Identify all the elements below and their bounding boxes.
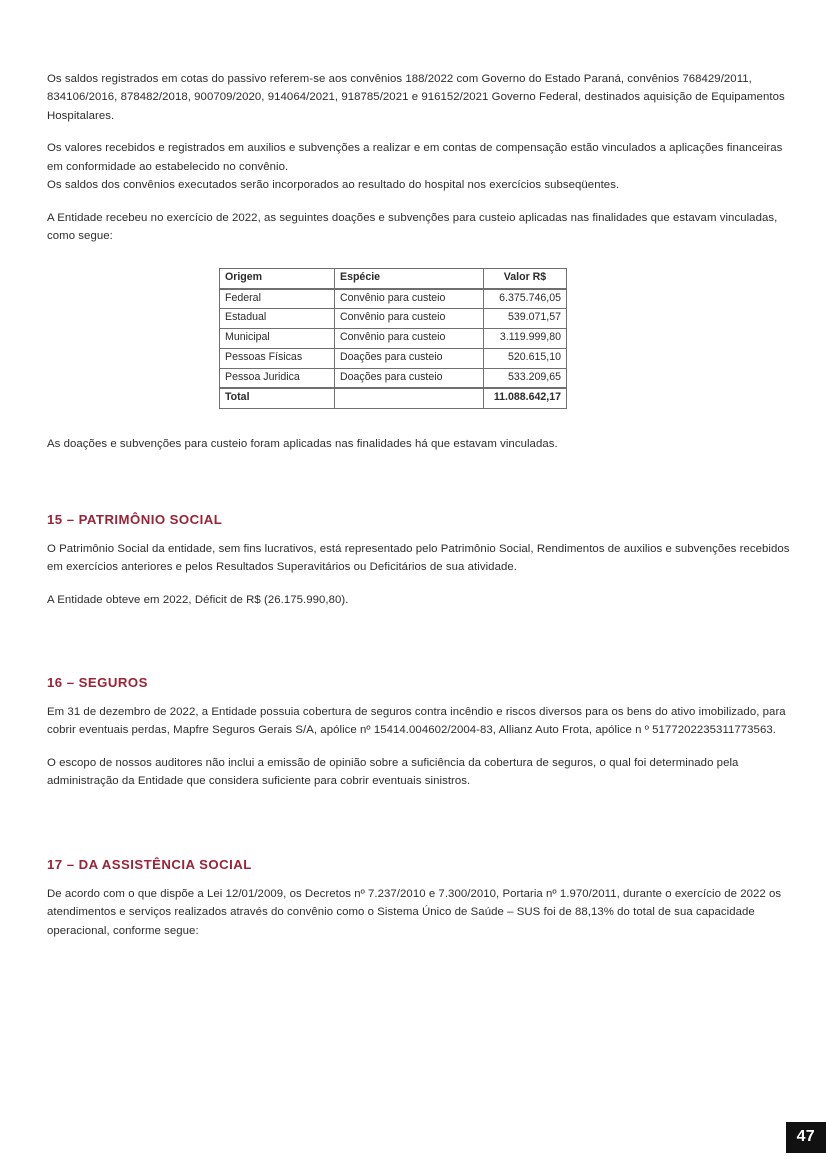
paragraph-assistencia-social-sus: De acordo com o que dispõe a Lei 12/01/2009, os Decretos nº 7.237/2010 e 7.300/2010, Portaria nº 1.970/2011, durante o exercício de 2022 os atendimentos e serviços realizados através do convênio como o Sistema Único de Saúde – SUS foi de 88,13% do total de sua capacidade operacional, conforme segue:	[47, 887, 782, 937]
table-header-row	[220, 268, 567, 288]
paragraph-saldos-convenios-executados: Os saldos dos convênios executados serão incorporados ao resultado do hospital nos exercícios subseqüentes.	[47, 179, 620, 192]
cell-valor: 3.119.999,80	[484, 329, 567, 349]
paragraph-valores-recebidos: Os valores recebidos e registrados em auxilios e subvenções a realizar e em contas de compensação estão vinculados a aplicações financeiras em conformidade ao estabelecido no convênio.	[47, 142, 783, 173]
cell-especie: Convênio para custeio	[335, 329, 484, 349]
spacer	[47, 468, 800, 512]
paragraph-doacoes-aplicadas: As doações e subvenções para custeio foram aplicadas nas finalidades há que estavam vinculadas.	[47, 438, 558, 451]
doacoes-subvencoes-table	[219, 268, 567, 409]
spacer	[47, 409, 800, 435]
cell-valor: 6.375.746,05	[484, 289, 567, 309]
column-header-origem: Origem	[220, 268, 335, 288]
cell-especie: Convênio para custeio	[335, 309, 484, 329]
cell-valor: 539.071,57	[484, 309, 567, 329]
table-header	[220, 268, 567, 288]
cell-valor: 520.615,10	[484, 348, 567, 368]
table-total-row	[220, 388, 567, 408]
table-row	[220, 289, 567, 309]
spacer	[47, 623, 800, 675]
cell-total-especie	[335, 388, 484, 408]
table-body	[220, 289, 567, 409]
paragraph-patrimonio-social-deficit: A Entidade obteve em 2022, Déficit de R$ (26.175.990,80).	[47, 593, 349, 606]
cell-total-label: Total	[220, 388, 335, 408]
page-number-badge: 47	[786, 1122, 826, 1153]
table-row	[220, 329, 567, 349]
page-content	[47, 70, 800, 954]
table-row	[220, 368, 567, 388]
paragraph-doacoes-subvencoes-intro: A Entidade recebeu no exercício de 2022, as seguintes doações e subvenções para custeio aplicadas nas finalidades que estavam vinculadas, como segue:	[47, 211, 778, 243]
section-heading-seguros: 16 – SEGUROS	[47, 674, 148, 690]
cell-especie: Doações para custeio	[335, 368, 484, 388]
cell-origem: Pessoa Juridica	[220, 368, 335, 388]
table-row	[220, 348, 567, 368]
column-header-valor: Valor R$	[484, 268, 567, 288]
spacer	[47, 805, 800, 857]
table-row	[220, 309, 567, 329]
cell-especie: Doações para custeio	[335, 348, 484, 368]
cell-valor: 533.209,65	[484, 368, 567, 388]
paragraph-saldos-cotas-passivo: Os saldos registrados em cotas do passivo referem-se aos convênios 188/2022 com Governo do Estado Paraná, convênios 768429/2011, 834106/2016, 878482/2018, 900709/2020, 914064/2021, 918785/2021 e 916152/2021 Governo Federal, destinados aquisição de Equipamentos Hospitalares.	[47, 73, 785, 122]
cell-especie: Convênio para custeio	[335, 289, 484, 309]
section-heading-assistencia-social: 17 – DA ASSISTÊNCIA SOCIAL	[47, 856, 252, 872]
cell-origem: Municipal	[220, 329, 335, 349]
cell-origem: Pessoas Físicas	[220, 348, 335, 368]
paragraph-patrimonio-social-descricao: O Patrimônio Social da entidade, sem fins lucrativos, está representado pelo Patrimônio Social, Rendimentos de auxilios e subvenções recebidos em exercícios anteriores e pelos Resultados Superavitários ou Deficitários de sua atividade.	[47, 542, 790, 574]
paragraph-seguros-escopo-auditores: O escopo de nossos auditores não inclui a emissão de opinião sobre a suficiência da cobertura de seguros, o qual foi determinado pela administração da Entidade que considera suficiente para cobrir eventuais sinistros.	[47, 756, 739, 788]
section-heading-patrimonio-social: 15 – PATRIMÔNIO SOCIAL	[47, 511, 223, 527]
cell-origem: Estadual	[220, 309, 335, 329]
cell-origem: Federal	[220, 289, 335, 309]
column-header-especie: Espécie	[335, 268, 484, 288]
cell-total-valor: 11.088.642,17	[484, 388, 567, 408]
paragraph-seguros-cobertura: Em 31 de dezembro de 2022, a Entidade possuia cobertura de seguros contra incêndio e riscos diversos para os bens do ativo imobilizado, para cobrir eventuais perdas, Mapfre Seguros Gerais S/A, apólice nº 15414.004602/2004-83, Allianz Auto Frota, apólice n º 5177202235311773563.	[47, 705, 786, 737]
doacoes-subvencoes-table-wrapper	[47, 268, 800, 409]
